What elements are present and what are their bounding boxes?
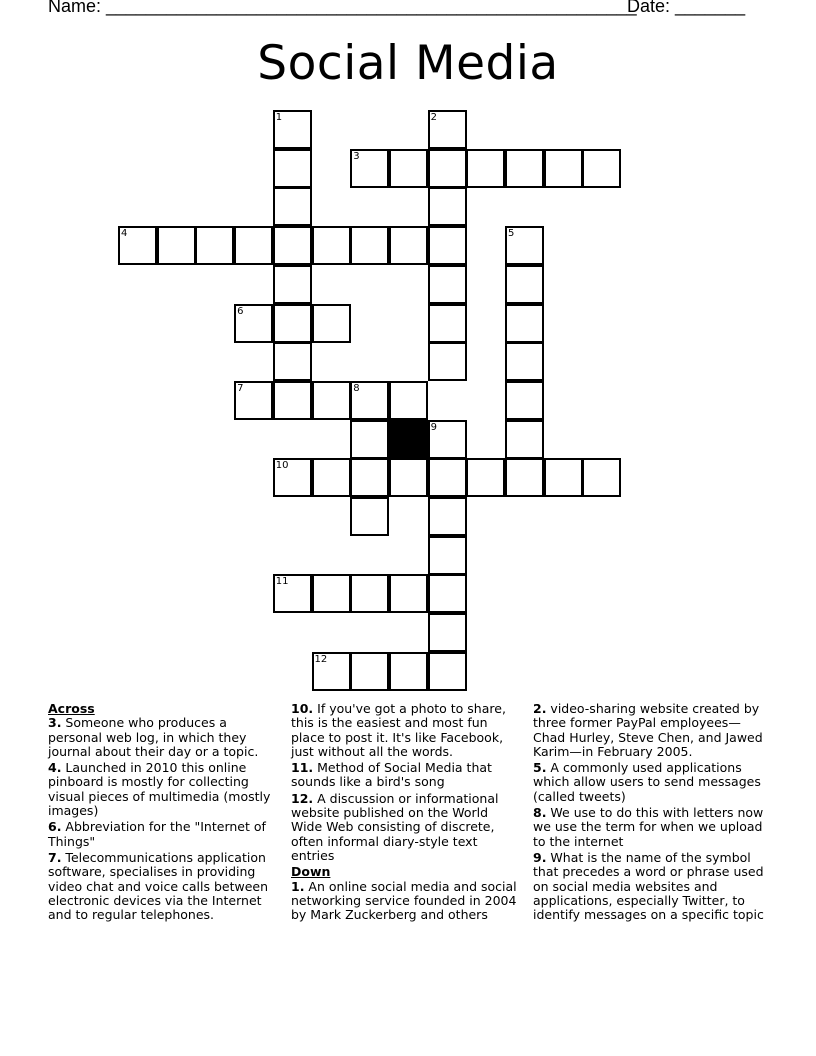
grid-cell[interactable] — [350, 226, 389, 265]
clue-item — [48, 716, 284, 759]
grid-cell[interactable] — [273, 187, 312, 226]
clue-item-text: What is the name of the symbol that precedes a word or phrase used on social media websites and applications, especially Twitter, to identify messages on a specific topic — [533, 849, 764, 923]
clue-item — [291, 702, 523, 759]
grid-cell[interactable] — [428, 149, 467, 188]
grid-cell[interactable] — [582, 149, 621, 188]
down-heading: Down — [291, 864, 331, 880]
grid-cell[interactable] — [234, 226, 273, 265]
grid-cell[interactable] — [389, 652, 428, 691]
grid-cell[interactable] — [428, 613, 467, 652]
grid-cell[interactable] — [544, 149, 583, 188]
grid-cell[interactable] — [389, 226, 428, 265]
clue-item — [291, 792, 523, 863]
grid-cell[interactable] — [466, 458, 505, 497]
clue-item-number: 9. — [533, 849, 547, 865]
clue-item — [533, 761, 765, 804]
clue-number: 5 — [508, 228, 515, 240]
grid-cell[interactable] — [428, 110, 467, 149]
clue-item — [48, 820, 284, 849]
grid-cell[interactable] — [350, 497, 389, 536]
grid-cell[interactable] — [505, 265, 544, 304]
grid-cell[interactable] — [505, 420, 544, 459]
clue-item-text: video-sharing website created by three former PayPal employees—Chad Hurley, Steve Chen, and Jawed Karim—in February 2005. — [533, 701, 763, 759]
clue-number: 8 — [353, 382, 360, 394]
clue-item — [291, 761, 523, 790]
grid-cell[interactable] — [350, 652, 389, 691]
clue-item-number: 12. — [291, 790, 314, 806]
clue-item — [48, 761, 284, 818]
clue-item — [533, 702, 765, 759]
grid-cell[interactable] — [273, 149, 312, 188]
clue-number: 9 — [430, 421, 437, 433]
grid-cell[interactable] — [312, 304, 351, 343]
grid-block — [389, 420, 428, 459]
grid-cell[interactable] — [273, 381, 312, 420]
grid-cell[interactable] — [428, 536, 467, 575]
clue-item — [48, 851, 284, 922]
clue-item — [291, 880, 523, 923]
grid-cell[interactable] — [234, 381, 273, 420]
clue-column-2 — [291, 702, 523, 924]
grid-cell[interactable] — [505, 381, 544, 420]
grid-cell[interactable] — [582, 458, 621, 497]
grid-cell[interactable] — [389, 149, 428, 188]
grid-cell[interactable] — [505, 304, 544, 343]
grid-cell[interactable] — [312, 381, 351, 420]
name-field[interactable]: Name: _____________________________________________________ — [48, 0, 637, 16]
grid-cell[interactable] — [505, 342, 544, 381]
clue-item-number: 7. — [48, 849, 62, 865]
clue-item-number: 6. — [48, 819, 62, 835]
grid-cell[interactable] — [350, 381, 389, 420]
grid-cell[interactable] — [428, 187, 467, 226]
puzzle-title: Social Media — [257, 36, 559, 91]
grid-cell[interactable] — [234, 304, 273, 343]
clue-item-text: Launched in 2010 this online pinboard is mostly for collecting visual pieces of multimedia (mostly images) — [48, 760, 271, 819]
grid-cell[interactable] — [312, 458, 351, 497]
grid-cell[interactable] — [350, 149, 389, 188]
grid-cell[interactable] — [157, 226, 196, 265]
grid-cell[interactable] — [273, 265, 312, 304]
clue-number: 7 — [237, 382, 244, 394]
clue-item-text: Method of Social Media that sounds like a bird's song — [291, 760, 492, 790]
clue-item-text: A discussion or informational website published on the World Wide Web consisting of discrete, often informal diary-style text entries — [291, 790, 499, 863]
grid-cell[interactable] — [273, 226, 312, 265]
clue-item-number: 11. — [291, 760, 314, 776]
grid-cell[interactable] — [428, 342, 467, 381]
grid-cell[interactable] — [312, 574, 351, 613]
grid-cell[interactable] — [428, 226, 467, 265]
clue-item-text: Abbreviation for the "Internet of Things" — [48, 819, 266, 849]
grid-cell[interactable] — [350, 574, 389, 613]
clue-item-number: 2. — [533, 701, 547, 716]
clue-number: 6 — [237, 305, 244, 317]
grid-cell[interactable] — [350, 420, 389, 459]
clue-item-text: We use to do this with letters now we use the term for when we upload to the internet — [533, 805, 764, 849]
grid-cell[interactable] — [428, 652, 467, 691]
grid-cell[interactable] — [466, 149, 505, 188]
grid-cell[interactable] — [389, 574, 428, 613]
clue-item-text: An online social media and social networking service founded in 2004 by Mark Zuckerberg and others — [291, 878, 517, 923]
grid-cell[interactable] — [312, 226, 351, 265]
grid-cell[interactable] — [428, 420, 467, 459]
clue-item-number: 1. — [291, 878, 305, 894]
clue-item-number: 8. — [533, 805, 547, 821]
grid-cell[interactable] — [389, 381, 428, 420]
grid-cell[interactable] — [428, 574, 467, 613]
grid-cell[interactable] — [273, 458, 312, 497]
clue-number: 1 — [275, 112, 283, 123]
date-field[interactable]: Date: _______ — [627, 0, 746, 16]
clue-item-text: Telecommunications application software, specialises in providing video chat and voice calls between electronic devices via the Internet and to regular telephones. — [48, 849, 269, 923]
grid-cell[interactable] — [273, 110, 312, 149]
clue-item-text: Someone who produces a personal web log, in which they journal about their day or a topic. — [48, 715, 259, 759]
clue-number: 4 — [121, 228, 128, 240]
clue-item — [533, 851, 765, 922]
grid-cell[interactable] — [428, 304, 467, 343]
clue-item-text: A commonly used applications which allow users to send messages (called tweets) — [533, 760, 761, 804]
clue-item-number: 4. — [48, 760, 62, 776]
grid-cell[interactable] — [273, 574, 312, 613]
grid-cell[interactable] — [505, 226, 544, 265]
clue-column-3 — [533, 702, 765, 924]
clue-item-number: 10. — [291, 701, 314, 716]
grid-cell[interactable] — [273, 342, 312, 381]
clue-item-number: 5. — [533, 760, 547, 776]
across-heading: Across — [48, 701, 95, 716]
clue-number: 3 — [353, 150, 360, 162]
grid-cell[interactable] — [389, 458, 428, 497]
grid-cell[interactable] — [505, 458, 544, 497]
grid-cell[interactable] — [428, 458, 467, 497]
grid-cell[interactable] — [195, 226, 234, 265]
grid-cell[interactable] — [428, 265, 467, 304]
clue-item — [533, 806, 765, 849]
grid-cell[interactable] — [312, 652, 351, 691]
grid-cell[interactable] — [350, 458, 389, 497]
grid-cell[interactable] — [544, 458, 583, 497]
clue-number: 2 — [430, 112, 437, 123]
grid-cell[interactable] — [273, 304, 312, 343]
clue-number: 10 — [275, 460, 289, 472]
grid-cell[interactable] — [505, 149, 544, 188]
clue-item-number: 3. — [48, 715, 62, 731]
clue-item-text: If you've got a photo to share, this is the easiest and most fun place to post it. It's like Facebook, just without all the words. — [291, 701, 506, 759]
clue-number: 11 — [275, 576, 289, 588]
grid-cell[interactable] — [428, 497, 467, 536]
clue-number: 12 — [314, 653, 328, 665]
grid-cell[interactable] — [118, 226, 157, 265]
clue-column-1 — [48, 702, 284, 924]
